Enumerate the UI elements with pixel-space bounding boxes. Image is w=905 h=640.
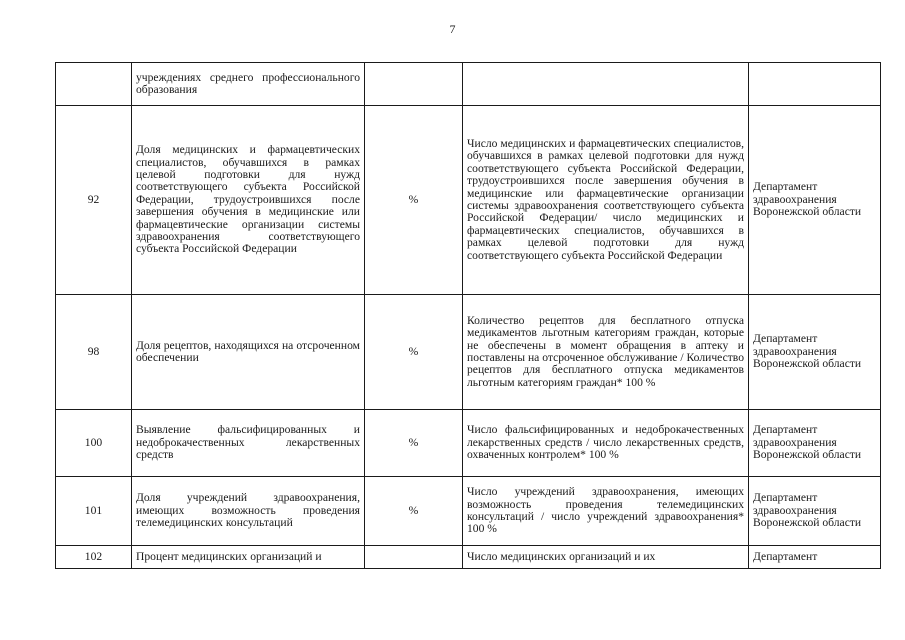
row-number: 102 <box>56 546 132 569</box>
table-row <box>56 477 881 546</box>
indicator-name: Доля учреждений здравоохранения, имеющих возможность проведения телемедицинских консультаций <box>132 477 365 546</box>
table-row <box>56 63 881 106</box>
calculation-formula: Число фальсифицированных и недоброкачественных лекарственных средств / число лекарственных средств, охваченных контролем* 100 % <box>463 410 749 477</box>
calculation-formula: Количество рецептов для бесплатного отпуска медикаментов льготным категориям граждан, которые не обеспечены в момент обращения в аптеку и поставлены на отсроченное обслуживание / Количество рецептов для бесплатного отпуска медикаментов льготным категориям граждан* 100 % <box>463 295 749 410</box>
calculation-formula: Число медицинских и фармацевтических специалистов, обучавшихся в рамках целевой подготовки для нужд соответствующего субъекта Российской Федерации, трудоустроившихся после завершения обучения в медицинские или фармацевтические организации системы здравоохранения соответствующего субъекта Российской Федерации/ число медицинских и фармацевтических специалистов, обучавшихся в рамках целевой подготовки для нужд соответствующего субъекта Российской Федерации <box>463 106 749 295</box>
indicator-name: учреждениях среднего профессионального образования <box>132 63 365 106</box>
unit-of-measure: % <box>365 295 463 410</box>
table-row <box>56 295 881 410</box>
indicators-table <box>55 62 881 569</box>
responsible-body: Департамент <box>749 546 881 569</box>
table-row <box>56 410 881 477</box>
responsible-body: Департамент здравоохранения Воронежской области <box>749 295 881 410</box>
indicator-name: Процент медицинских организаций и <box>132 546 365 569</box>
responsible-body: Департамент здравоохранения Воронежской области <box>749 410 881 477</box>
unit-of-measure <box>365 546 463 569</box>
page-number: 7 <box>449 22 456 36</box>
row-number: 98 <box>56 295 132 410</box>
row-number <box>56 63 132 106</box>
unit-of-measure <box>365 63 463 106</box>
calculation-formula: Число учреждений здравоохранения, имеющих возможность проведения телемедицинских консультаций / число учреждений здравоохранения* 100 % <box>463 477 749 546</box>
unit-of-measure: % <box>365 106 463 295</box>
row-number: 101 <box>56 477 132 546</box>
responsible-body: Департамент здравоохранения Воронежской области <box>749 477 881 546</box>
unit-of-measure: % <box>365 410 463 477</box>
row-number: 92 <box>56 106 132 295</box>
responsible-body <box>749 63 881 106</box>
indicator-name: Доля рецептов, находящихся на отсроченном обеспечении <box>132 295 365 410</box>
table-row <box>56 106 881 295</box>
responsible-body: Департамент здравоохранения Воронежской области <box>749 106 881 295</box>
calculation-formula <box>463 63 749 106</box>
calculation-formula: Число медицинских организаций и их <box>463 546 749 569</box>
row-number: 100 <box>56 410 132 477</box>
indicator-name: Доля медицинских и фармацевтических специалистов, обучавшихся в рамках целевой подготовки для нужд соответствующего субъекта Российской Федерации, трудоустроившихся после завершения обучения в медицинские или фармацевтические организации системы здравоохранения соответствующего субъекта Российской Федерации <box>132 106 365 295</box>
indicator-name: Выявление фальсифицированных и недоброкачественных лекарственных средств <box>132 410 365 477</box>
table-row <box>56 546 881 569</box>
unit-of-measure: % <box>365 477 463 546</box>
